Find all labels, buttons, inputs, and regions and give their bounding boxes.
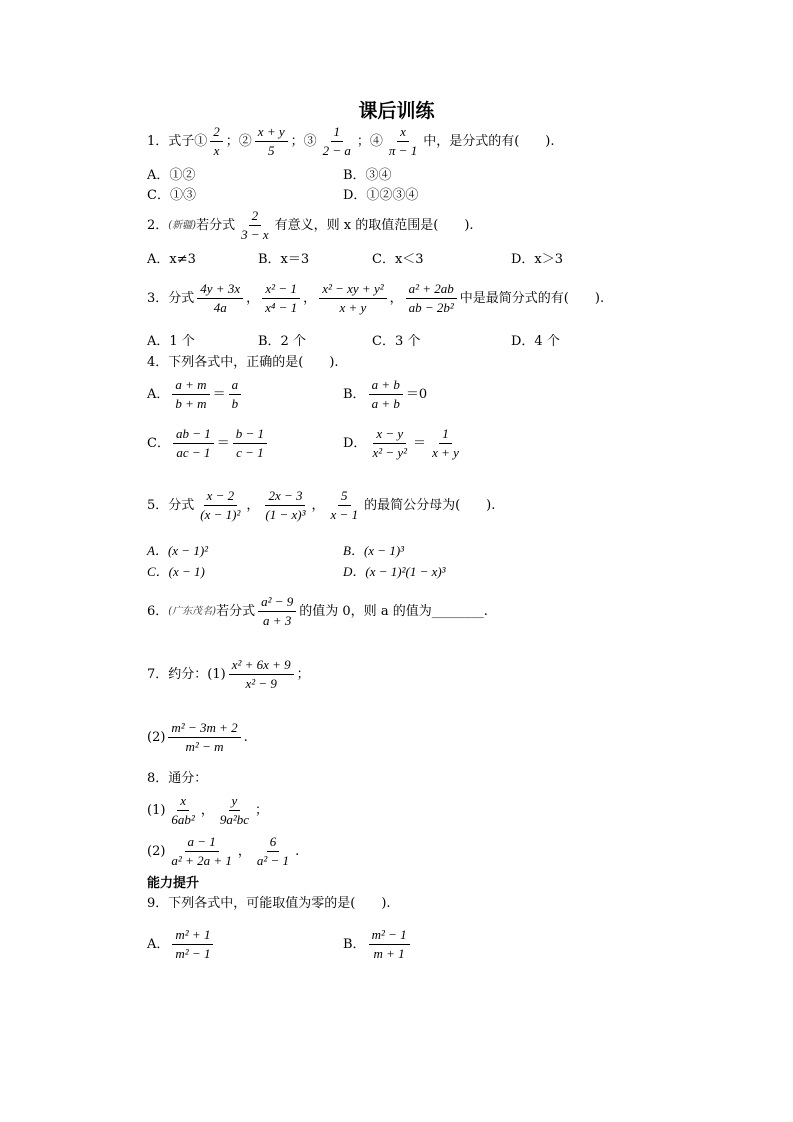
q5-option-a: A．(x − 1)² [147, 543, 209, 558]
denominator: a² + 2a + 1 [171, 853, 232, 868]
q9-option-b [343, 927, 413, 962]
numerator: a² + 2ab [406, 281, 457, 299]
text-segment: 中是最简分式的有( ). [459, 290, 605, 306]
numerator: x − y [373, 426, 406, 444]
denominator: (1 − x)³ [265, 507, 306, 522]
text-segment: 5．分式 [147, 497, 195, 513]
denominator: x [213, 143, 220, 158]
question-4: 4．下列各式中，正确的是( ). [147, 355, 339, 370]
question-9: 9．下列各式中，可能取值为零的是( ). [147, 896, 391, 911]
numerator: 4y + 3x [197, 281, 243, 299]
question-8-part-2 [147, 834, 299, 869]
text-segment: ， [200, 802, 214, 818]
numerator: a + m [172, 377, 209, 395]
text-segment: ， [246, 290, 260, 306]
q5-option-b: B．(x − 1)³ [343, 543, 405, 558]
fraction [168, 720, 240, 755]
q4-option-a [147, 377, 244, 412]
fraction [197, 281, 243, 316]
text-segment: 6． [147, 603, 169, 619]
numerator: x² − xy + y² [319, 281, 386, 299]
denominator: 4a [213, 300, 227, 315]
question-1 [147, 124, 555, 159]
denominator: c − 1 [236, 445, 264, 460]
text-segment: 2． [147, 217, 169, 233]
numerator: x² + 6x + 9 [229, 657, 294, 675]
question-8: 8．通分： [147, 771, 208, 786]
denominator: b [231, 396, 239, 411]
text-segment: 若分式 [216, 603, 256, 619]
text-segment: A． [147, 386, 170, 402]
q4-option-c [147, 426, 270, 461]
q3-option-b: B．2 个 [258, 334, 306, 349]
denominator: m + 1 [373, 946, 405, 961]
text-segment: 若分式 [196, 217, 236, 233]
denominator: ac − 1 [176, 445, 211, 460]
fraction [173, 426, 214, 461]
denominator: 9a²bc [219, 812, 250, 827]
section-heading: 能力提升 [147, 876, 200, 891]
question-5 [147, 488, 495, 523]
fraction [172, 927, 213, 962]
text-segment: 1．式子① [147, 133, 208, 149]
text-segment: ， [389, 290, 403, 306]
denominator: 2 − a [322, 143, 351, 158]
numerator: a [229, 377, 242, 395]
fraction [197, 488, 243, 523]
q4-option-b [343, 377, 427, 412]
denominator: a + 3 [263, 613, 292, 628]
fraction [369, 927, 410, 962]
fraction [254, 834, 292, 869]
fraction [172, 377, 209, 412]
fraction [233, 426, 267, 461]
q1-option-c: C．①③ [147, 188, 196, 203]
source-note: (新疆) [168, 219, 197, 231]
numerator: b − 1 [233, 426, 267, 444]
numerator: 1 [439, 426, 452, 444]
question-7 [147, 657, 310, 692]
fraction [238, 208, 272, 243]
text-segment: 有意义，则 x 的取值范围是( ). [274, 217, 474, 233]
numerator: 2x − 3 [265, 488, 305, 506]
fraction [262, 281, 300, 316]
fraction [262, 488, 308, 523]
q2-option-c: C．x＜3 [372, 252, 424, 267]
numerator: a + b [369, 377, 403, 395]
text-segment: ； [296, 666, 310, 682]
text-segment: ；② [225, 133, 252, 149]
q2-option-b: B．x＝3 [258, 252, 310, 267]
q9-option-a [147, 927, 216, 962]
text-segment: ； [255, 802, 269, 818]
q3-option-a: A．1 个 [147, 334, 195, 349]
numerator: 2 [210, 124, 223, 142]
numerator: 5 [338, 488, 351, 506]
denominator: x² − y² [372, 445, 408, 460]
numerator: x² − 1 [262, 281, 299, 299]
q5-option-c: C．(x − 1) [147, 564, 205, 579]
fraction [406, 281, 457, 316]
text-segment: 3．分式 [147, 290, 195, 306]
denominator: ab − 2b² [408, 300, 454, 315]
q1-option-d: D．①②③④ [343, 188, 419, 203]
denominator: x − 1 [330, 507, 359, 522]
numerator: m² − 1 [369, 927, 410, 945]
fraction [386, 124, 420, 159]
text-segment: 的值为 0，则 a 的值为________. [299, 603, 488, 619]
fraction [319, 281, 386, 316]
text-segment: B． [343, 386, 366, 402]
numerator: m² + 1 [172, 927, 213, 945]
denominator: 6ab² [171, 812, 195, 827]
text-segment: 的最简公分母为( ). [364, 497, 496, 513]
text-segment: ， [303, 290, 317, 306]
q2-option-d: D．x＞3 [511, 252, 564, 267]
q3-option-d: D．4 个 [511, 334, 560, 349]
fraction [320, 124, 354, 159]
numerator: x [397, 124, 409, 142]
q3-option-c: C．3 个 [372, 334, 421, 349]
page-title: 课后训练 [358, 100, 435, 122]
denominator: (x − 1)² [200, 507, 241, 522]
fraction [429, 426, 462, 461]
text-segment: . [295, 843, 300, 859]
numerator: x [177, 793, 189, 811]
numerator: a² − 9 [258, 594, 296, 612]
source-note: (广东茂名) [168, 605, 217, 617]
denominator: 5 [267, 143, 275, 158]
denominator: a² − 1 [256, 853, 290, 868]
text-segment: ＝ [216, 435, 230, 451]
numerator: y [229, 793, 241, 811]
fraction [168, 793, 197, 828]
denominator: π − 1 [388, 143, 418, 158]
q5-option-d: D．(x − 1)²(1 − x)³ [343, 564, 446, 579]
text-segment: ， [311, 497, 325, 513]
text-segment: ， [246, 497, 260, 513]
fraction [210, 124, 223, 159]
q1-option-a: A．①② [147, 168, 196, 183]
q4-option-d [343, 426, 465, 461]
fraction [328, 488, 362, 523]
fraction [255, 124, 288, 159]
numerator: m² − 3m + 2 [168, 720, 240, 738]
numerator: x − 2 [204, 488, 238, 506]
text-segment: (2) [147, 843, 166, 859]
text-segment: C． [147, 435, 170, 451]
denominator: a + b [371, 396, 400, 411]
question-8-part-1 [147, 793, 268, 828]
text-segment: ；③ [290, 133, 317, 149]
text-segment: B． [343, 936, 366, 952]
denominator: m² − 1 [175, 946, 211, 961]
question-2 [147, 208, 474, 243]
numerator: x + y [255, 124, 288, 142]
q1-option-b: B．③④ [343, 168, 392, 183]
numerator: a − 1 [185, 834, 219, 852]
text-segment: ；④ [356, 133, 383, 149]
numerator: 1 [331, 124, 344, 142]
text-segment: (1) [147, 802, 166, 818]
text-segment: 7．约分：(1) [147, 666, 226, 682]
q2-option-a: A．x≠3 [147, 252, 196, 267]
fraction [229, 377, 242, 412]
text-segment: ＝0 [405, 386, 428, 402]
denominator: x + y [339, 300, 367, 315]
text-segment: ， [237, 843, 251, 859]
fraction [369, 426, 410, 461]
denominator: x² − 9 [245, 676, 277, 691]
numerator: 6 [267, 834, 280, 852]
fraction [217, 793, 252, 828]
text-segment: . [243, 729, 248, 745]
text-segment: D． [343, 435, 367, 451]
fraction [229, 657, 294, 692]
text-segment: A． [147, 936, 170, 952]
denominator: x⁴ − 1 [265, 300, 298, 315]
text-segment: 中，是分式的有( ). [423, 133, 555, 149]
denominator: x + y [432, 445, 459, 460]
question-3 [147, 281, 604, 316]
fraction [369, 377, 403, 412]
numerator: 2 [249, 208, 262, 226]
text-segment: ＝ [413, 435, 427, 451]
denominator: m² − m [185, 739, 224, 754]
text-segment: ＝ [212, 386, 226, 402]
denominator: b + m [175, 396, 207, 411]
question-7-part-2 [147, 720, 248, 755]
fraction [258, 594, 296, 629]
text-segment: (2) [147, 729, 166, 745]
fraction [168, 834, 234, 869]
question-6 [147, 594, 488, 629]
denominator: 3 − x [241, 227, 269, 242]
numerator: ab − 1 [173, 426, 214, 444]
